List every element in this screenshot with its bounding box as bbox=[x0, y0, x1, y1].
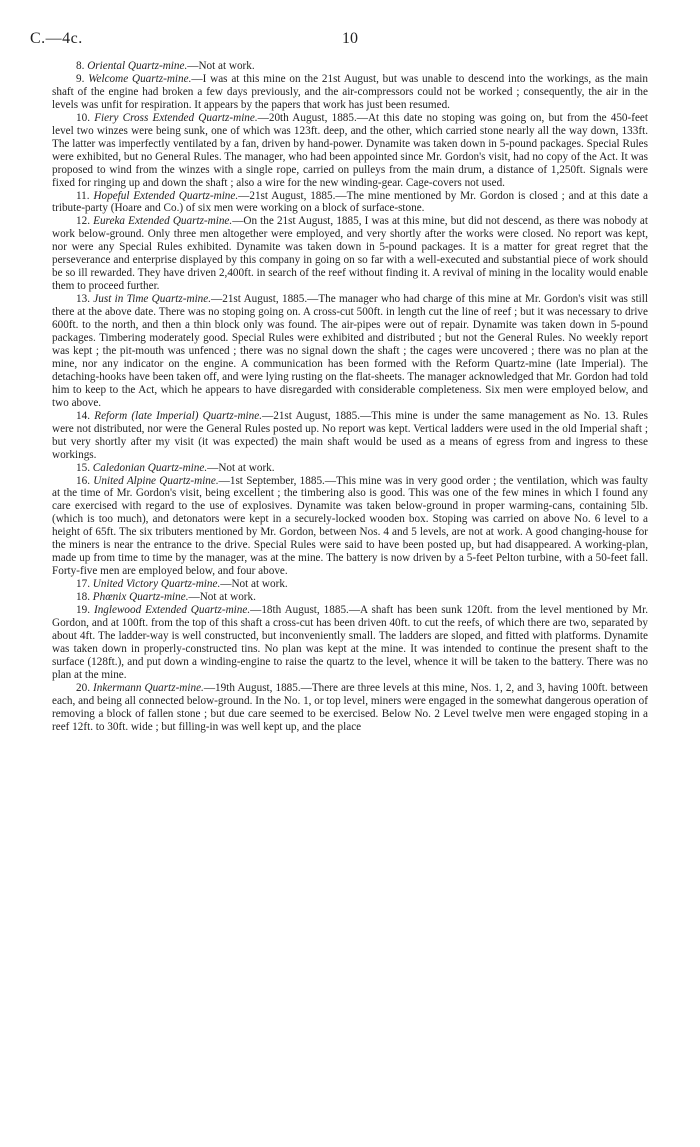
paragraph-number: 11. bbox=[76, 189, 90, 202]
paragraph-number: 13. bbox=[76, 293, 90, 306]
mine-name: Fiery Cross Extended Quartz-mine. bbox=[94, 111, 258, 124]
mine-name: Inkermann Quartz-mine. bbox=[93, 681, 204, 694]
paragraph-text: —21st August, 1885.—The manager who had charge of this mine at Mr. Gordon's visit was still there at the above date. There was no stoping going on. A cross-cut 500ft. in length cut the line of reef ; but it was necessary to drive 600ft. to the north, and then a thin block only was found. The air-pipes were out of repair. Dynamite was taken down in 5-pound packages. Timbering moderately good. Special Rules were exhibited and distributed ; but not the General Rules. No weekly report was kept ; the pit-mouth was unfenced ; there was no signal down the shaft ; the cages were uncovered ; there was no plan at the mine, nor any indicator on the engine. A communication has been formed with the Reform Quartz-mine (late Imperial). The detaching-hooks have been taken off, and were lying rusting on the flat-sheets. The manager acknowledged that Mr. Gordon had told him to keep to the Act, which he appears to have disregarded with considerable completeness. Six men were employed below, and two above. bbox=[52, 293, 649, 409]
mine-name: Inglewood Extended Quartz-mine. bbox=[93, 604, 251, 617]
page-number: 10 bbox=[342, 30, 358, 47]
paragraph-number: 10. bbox=[76, 111, 90, 124]
mine-report-paragraph bbox=[52, 215, 648, 293]
mine-report-paragraph bbox=[52, 475, 648, 579]
paragraph-number: 14. bbox=[76, 409, 90, 422]
paragraph-text: —Not at work. bbox=[220, 578, 288, 591]
mine-name: United Victory Quartz-mine. bbox=[92, 578, 221, 591]
mine-report-paragraph bbox=[52, 293, 648, 410]
mine-report-paragraph bbox=[52, 60, 648, 73]
mine-name: Caledonian Quartz-mine. bbox=[92, 461, 208, 474]
mine-name: Phœnix Quartz-mine. bbox=[92, 591, 189, 604]
mine-report-paragraph bbox=[52, 112, 648, 190]
paragraph-number: 16. bbox=[76, 474, 90, 487]
paragraph-text: —Not at work. bbox=[188, 591, 256, 604]
paragraph-number: 18. bbox=[76, 591, 90, 604]
paragraph-number: 12. bbox=[76, 215, 90, 228]
mine-report-paragraph bbox=[52, 190, 648, 216]
document-reference: C.—4c. bbox=[30, 30, 83, 47]
paragraph-text: —On the 21st August, 1885, I was at this mine, but did not descend, as there was nobody at work below-ground. Only three men altogether were employed, and very shortly after the works were closed. No report was kept, nor were any Special Rules exhibited. Dynamite was taken down in 5-pound packages. It is a matter for great regret that the perseverance and enterprise displayed by this company in going on so far with a well-executed and substantial piece of work should be so ill rewarded. They have driven 2,400ft. in search of the reef without finding it. A revival of mining in the locality would enable them to proceed further. bbox=[52, 215, 649, 293]
paragraph-text: —1st September, 1885.—This mine was in very good order ; the ventilation, which was faulty at the time of Mr. Gordon's visit, being excellent ; the timbering also is good. This was one of the few mines in which I found any care exercised with regard to the use of explosives. Dynamite was taken below-ground in proper warming-cans, containing 5lb. (which is too much), and detonators were kept in a securely-locked wooden box. Stoping was carried on above No. 6 level to a height of 65ft. The six tributers mentioned by Mr. Gordon, between Nos. 4 and 5 levels, are not at work. A good changing-house for the miners is near the entrance to the drive. Special Rules were said to have been posted up, but had disappeared. A working-plan, made up from time to time by the manager, was at the mine. The battery is now driven by a 5-feet Pelton turbine, with a 50-feet fall. Forty-five men are employed below, and four above. bbox=[52, 474, 649, 578]
mine-name: United Alpine Quartz-mine. bbox=[93, 474, 219, 487]
mine-name: Eureka Extended Quartz-mine. bbox=[93, 215, 233, 228]
mine-name: Reform (late Imperial) Quartz-mine. bbox=[94, 409, 263, 422]
mine-report-paragraph bbox=[52, 73, 648, 112]
mine-name: Welcome Quartz-mine. bbox=[88, 72, 192, 85]
paragraph-text: —20th August, 1885.—At this date no stoping was going on, but from the 450-feet level two winzes were being sunk, one of which was 123ft. deep, and the other, which carried stone nearly all the way down, 133ft. The latter was imperfectly ventilated by a fan, driven by hand-power. Dynamite was taken down in 5-pound packages. Special Rules were exhibited, but no General Rules. The manager, who had been appointed since Mr. Gordon's visit, had no copy of the Act. It was proposed to wind from the winzes with a single rope, carried on pulleys from the main drum, a distance of 1,250ft. Signals were fixed for ringing up and down the shaft ; also a wire for the new winding-gear. Cage-covers not used. bbox=[52, 111, 649, 189]
paragraph-number: 15. bbox=[76, 461, 90, 474]
mine-report-paragraph bbox=[52, 410, 648, 462]
paragraph-text: —21st August, 1885.—The mine mentioned by Mr. Gordon is closed ; and at this date a tribute-party (Hoare and Co.) of six men were working on a block of surface-stone. bbox=[52, 189, 649, 215]
mine-report-paragraph bbox=[52, 604, 648, 682]
mine-report-paragraph bbox=[52, 462, 648, 475]
mine-name: Just in Time Quartz-mine. bbox=[93, 293, 212, 306]
paragraph-number: 8. bbox=[76, 60, 85, 72]
paragraph-text: —19th August, 1885.—There are three levels at this mine, Nos. 1, 2, and 3, having 100ft. between each, and being all connected below-ground. In the No. 1, or top level, miners were engaged in the somewhat dangerous operation of removing a block of fallen stone ; but due care seemed to be exercised. Below No. 2 Level twelve men were engaged stoping in a reef 12ft. to 30ft. wide ; but filling-in was well kept up, and the place bbox=[52, 681, 648, 733]
mine-report-paragraph bbox=[52, 578, 648, 591]
mine-name: Oriental Quartz-mine. bbox=[87, 60, 188, 72]
report-body bbox=[52, 60, 648, 734]
page-header bbox=[30, 30, 648, 52]
mine-report-paragraph bbox=[52, 591, 648, 604]
paragraph-text: —18th August, 1885.—A shaft has been sunk 120ft. from the level mentioned by Mr. Gordon, and at 100ft. from the top of this shaft a cross-cut has been driven 40ft. to cut the reefs, of which there are two, separated by about 4ft. The ladder-way is well constructed, but inconveniently small. The ladders are sloped, and fitted with platforms. Dynamite was taken down in properly-constructed tins. No plan was kept at the mine. It was intended to continue the present shaft to the surface (128ft.), and put down a winding-engine to raise the quartz to the level, whence it will be taken to the battery. There was no plan at the mine. bbox=[52, 604, 649, 681]
paragraph-number: 17. bbox=[76, 578, 90, 591]
paragraph-number: 19. bbox=[76, 604, 90, 617]
paragraph-number: 20. bbox=[76, 681, 90, 694]
paragraph-text: —Not at work. bbox=[207, 461, 275, 474]
mine-name: Hopeful Extended Quartz-mine. bbox=[93, 189, 239, 202]
mine-report-paragraph bbox=[52, 682, 648, 734]
paragraph-text: —Not at work. bbox=[187, 60, 255, 72]
paragraph-number: 9. bbox=[76, 72, 85, 85]
paragraph-text: —21st August, 1885.—This mine is under the same management as No. 13. Rules were not distributed, nor were the General Rules posted up. No report was kept. Vertical ladders were used in the old Imperial shaft ; but very shortly after my visit (it was expected) the main shaft would be used as a means of egress from and ingress to these workings. bbox=[52, 409, 648, 461]
paragraph-text: —I was at this mine on the 21st August, but was unable to descend into the workings, as the main shaft of the engine had broken a few days previously, and the air-compressors could not be worked ; consequently, the air in the levels was unfit for respiration. It appears by the papers that work has just been resumed. bbox=[52, 72, 649, 111]
